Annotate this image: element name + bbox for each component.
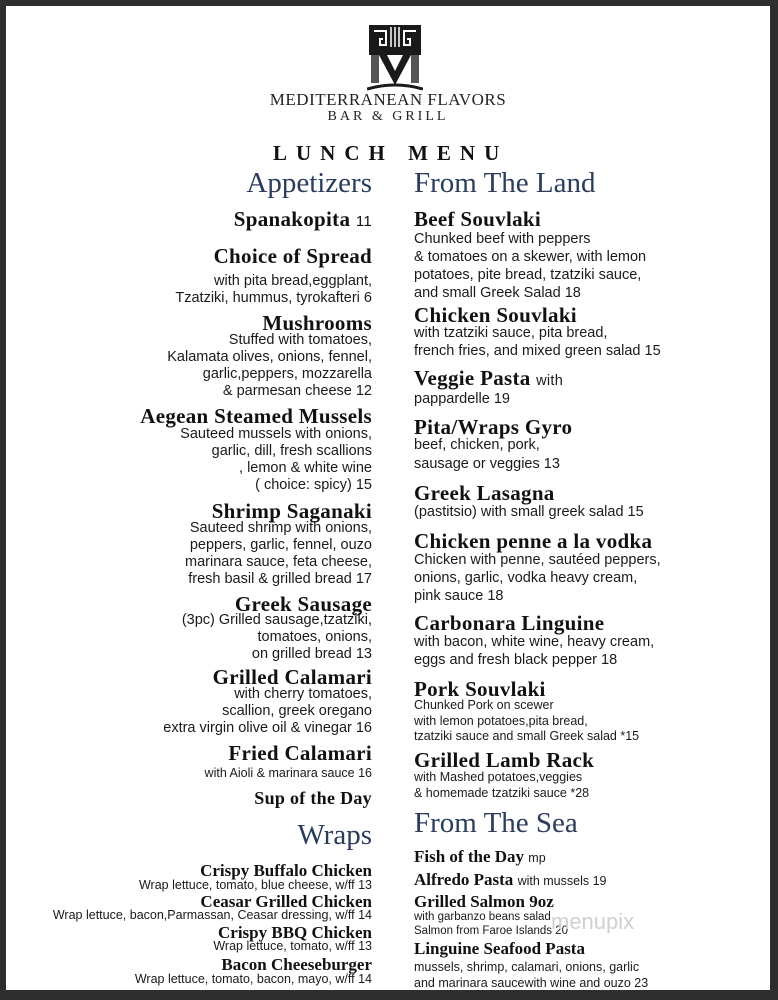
menu-item-desc: Chicken with penne, sautéed peppers, bbox=[414, 552, 661, 568]
menu-item-desc: with garbanzo beans salad bbox=[414, 911, 551, 923]
brand-subtitle: BAR & GRILL bbox=[327, 109, 449, 124]
menu-item-desc: french fries, and mixed green salad 15 bbox=[414, 343, 661, 359]
section-heading-from-the-land: From The Land bbox=[414, 167, 596, 199]
menu-item-title: Greek Sausage bbox=[234, 592, 372, 616]
menu-title: LUNCH MENU bbox=[273, 141, 509, 165]
wrap-item-desc: Wrap lettuce, bacon,Parmassan, Ceasar dressing, w/ff 14 bbox=[52, 908, 372, 922]
menu-item-title: Mushrooms bbox=[262, 311, 372, 335]
menu-item-desc: (pastitsio) with small greek salad 15 bbox=[414, 504, 644, 520]
menu-item-title: Pita/Wraps Gyro bbox=[414, 415, 573, 439]
watermark: menupix bbox=[551, 909, 635, 934]
menu-item-desc: with tzatziki sauce, pita bread, bbox=[414, 325, 608, 341]
menu-item-desc: tomatoes, onions, bbox=[257, 629, 372, 645]
menu-page bbox=[6, 6, 770, 990]
section-heading-appetizers: Appetizers bbox=[246, 167, 372, 199]
menu-item-desc: with Mashed potatoes,veggies bbox=[414, 770, 583, 784]
menu-item-title: Beef Souvlaki bbox=[414, 207, 541, 231]
menu-item-desc: garlic, dill, fresh scallions bbox=[211, 443, 372, 459]
menu-item-desc: pink sauce 18 bbox=[414, 588, 504, 604]
menu-item-desc: Chunked Pork on scewer bbox=[414, 698, 554, 712]
menu-item-title: Choice of Spread bbox=[213, 244, 372, 268]
section-heading-from-the-sea: From The Sea bbox=[414, 807, 578, 839]
wrap-item-title: Crispy Buffalo Chicken bbox=[200, 861, 372, 880]
menu-item-title: Greek Lasagna bbox=[414, 481, 555, 505]
menu-item-desc: eggs and fresh black pepper 18 bbox=[414, 652, 618, 668]
menu-item-desc: Sauteed mussels with onions, bbox=[180, 426, 372, 442]
restaurant-logo-icon bbox=[367, 23, 423, 91]
wrap-item-title: Ceasar Grilled Chicken bbox=[200, 892, 372, 911]
wrap-item-desc: Wrap lettuce, tomato, w/ff 13 bbox=[213, 939, 372, 953]
menu-item-desc: with lemon potatoes,pita bread, bbox=[414, 714, 588, 728]
wrap-item-title: Crispy BBQ Chicken bbox=[218, 923, 372, 942]
menu-item-desc: mussels, shrimp, calamari, onions, garlic bbox=[414, 960, 640, 974]
menu-item-desc: sausage or veggies 13 bbox=[414, 456, 560, 472]
menu-item-desc: onions, garlic, vodka heavy cream, bbox=[414, 570, 638, 586]
menu-item-desc: and small Greek Salad 18 bbox=[414, 285, 581, 301]
menu-item-desc: pappardelle 19 bbox=[414, 391, 510, 407]
menu-item-title: Grilled Lamb Rack bbox=[414, 748, 595, 772]
wrap-item-title: Bacon Cheeseburger bbox=[221, 955, 372, 974]
menu-item-desc: Chunked beef with peppers bbox=[414, 231, 591, 247]
menu-item-title: Fried Calamari bbox=[228, 741, 372, 765]
wrap-item-desc: Wrap lettuce, tomato, blue cheese, w/ff 13 bbox=[138, 878, 372, 892]
menu-item-desc: with bacon, white wine, heavy cream, bbox=[414, 634, 655, 650]
section-heading-wraps: Wraps bbox=[297, 819, 372, 851]
menu-item-desc: Stuffed with tomatoes, bbox=[228, 332, 372, 348]
menu-item-desc: beef, chicken, pork, bbox=[414, 437, 540, 453]
menu-item-desc: ( choice: spicy) 15 bbox=[255, 477, 372, 493]
menu-item-desc: Kalamata olives, onions, fennel, bbox=[167, 349, 372, 365]
menu-item-desc: with cherry tomatoes, bbox=[234, 686, 372, 702]
menu-item-desc: scallion, greek oregano bbox=[222, 703, 372, 719]
menu-item-title: Fish of the Day mp bbox=[414, 847, 546, 866]
menu-item-title: Shrimp Saganaki bbox=[211, 499, 372, 523]
menu-item-desc: (3pc) Grilled sausage,tzatziki, bbox=[181, 612, 372, 628]
menu-item-desc: & homemade tzatziki sauce *28 bbox=[414, 786, 590, 800]
menu-item-title: Aegean Steamed Mussels bbox=[140, 404, 372, 428]
menu-item-desc: tzatziki sauce and small Greek salad *15 bbox=[414, 729, 640, 743]
menu-item-desc: , lemon & white wine bbox=[239, 460, 372, 476]
menu-item-desc: with pita bread,eggplant, bbox=[214, 273, 372, 289]
menu-item-desc: fresh basil & grilled bread 17 bbox=[188, 571, 372, 587]
menu-item-desc: garlic,peppers, mozzarella bbox=[202, 366, 372, 382]
menu-item-title: Pork Souvlaki bbox=[414, 677, 546, 701]
menu-item-title: Grilled Calamari bbox=[212, 665, 372, 689]
menu-item-title: Carbonara Linguine bbox=[414, 611, 605, 635]
menu-item-title: Alfredo Pasta with mussels 19 bbox=[414, 870, 607, 889]
menu-item-title: Linguine Seafood Pasta bbox=[414, 939, 585, 958]
menu-item-title: Sup of the Day bbox=[254, 788, 372, 808]
wrap-item-desc: Wrap lettuce, tomato, bacon, mayo, w/ff 14 bbox=[134, 972, 372, 986]
menu-item-desc: and marinara saucewith wine and ouzo 23 bbox=[414, 976, 649, 990]
menu-item-desc: on grilled bread 13 bbox=[251, 646, 372, 662]
menu-item-title: Chicken penne a la vodka bbox=[414, 529, 653, 553]
menu-item-desc: potatoes, pite bread, tzatziki sauce, bbox=[414, 267, 642, 283]
menu-item-desc: Salmon from Faroe Islands 20 bbox=[414, 925, 569, 937]
menu-item-desc: extra virgin olive oil & vinegar 16 bbox=[163, 720, 372, 736]
menu-item-desc: Tzatziki, hummus, tyrokafteri 6 bbox=[175, 290, 372, 306]
menu-item-title: Spanakopita 11 bbox=[233, 207, 372, 231]
brand-name: MEDITERRANEAN FLAVORS bbox=[269, 90, 507, 109]
menu-item-desc: with Aioli & marinara sauce 16 bbox=[204, 766, 372, 780]
menu-item-title: Chicken Souvlaki bbox=[414, 303, 577, 327]
menu-item-title: Grilled Salmon 9oz bbox=[414, 892, 554, 911]
menu-item-desc: Sauteed shrimp with onions, bbox=[189, 520, 372, 536]
menu-item-title: Veggie Pasta with bbox=[414, 366, 564, 390]
menu-item-desc: & parmesan cheese 12 bbox=[222, 383, 372, 399]
menu-item-desc: & tomatoes on a skewer, with lemon bbox=[414, 249, 647, 265]
menu-item-desc: marinara sauce, feta cheese, bbox=[185, 554, 372, 570]
menu-item-desc: peppers, garlic, fennel, ouzo bbox=[189, 537, 372, 553]
